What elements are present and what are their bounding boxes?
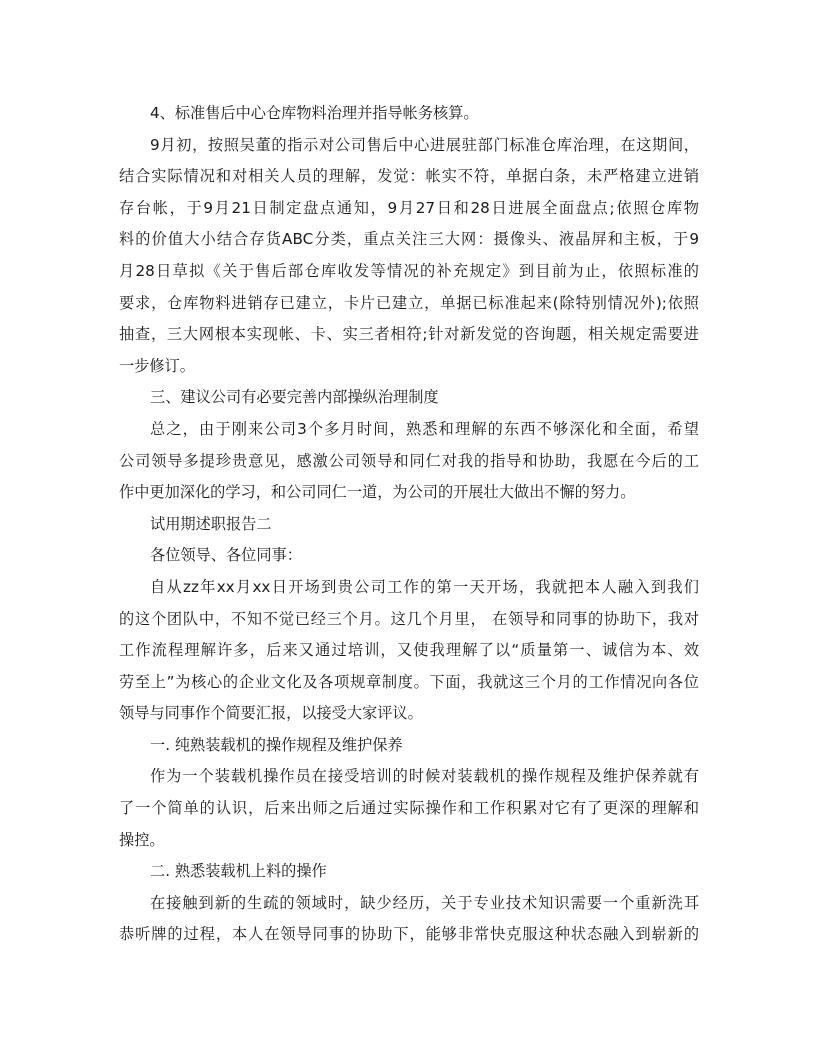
paragraph-line: 了一个简单的认识，后来出师之后通过实际操作和工作积累对它有了更深的理解和 — [119, 799, 699, 818]
paragraph-line: 工作流程理解许多，后来又通过培训，又使我理解了以“质量第一、诚信为本、效 — [119, 641, 699, 660]
section-heading: 三、建议公司有必要完善内部操纵治理制度 — [150, 388, 439, 407]
paragraph-line: 要求，仓库物料进销存已建立，卡片已建立，单据已标准起来(除特别情况外);依照 — [119, 293, 699, 312]
section-heading: 二. 熟悉装载机上料的操作 — [150, 862, 327, 881]
report-title: 试用期述职报告二 — [150, 514, 272, 533]
section-heading: 4、标准售后中心仓库物料治理并指导帐务核算。 — [150, 104, 479, 122]
document-page — [119, 98, 699, 951]
paragraph-line: 自从zz年xx月xx日开场到贵公司工作的第一天开场，我就把本人融入到我们 — [150, 577, 699, 596]
paragraph-line: 月28日草拟《关于售后部仓库收发等情况的补充规定》到目前为止，依照标准的 — [119, 261, 699, 280]
paragraph-line: 总之，由于刚来公司3个多月时间，熟悉和理解的东西不够深化和全面，希望 — [150, 419, 699, 438]
paragraph-line: 结合实际情况和对相关人员的理解，发觉：帐实不符，单据白条，未严格建立进销 — [119, 167, 699, 186]
paragraph-line: 作中更加深化的学习，和公司同仁一道，为公司的开展壮大做出不懈的努力。 — [119, 483, 636, 502]
paragraph-line: 抽查，三大网根本实现帐、卡、实三者相符;针对新发觉的咨询题，相关规定需要进 — [119, 325, 699, 344]
paragraph-line: 劳至上”为核心的企业文化及各项规章制度。下面，我就这三个月的工作情况向各位 — [119, 672, 699, 691]
salutation: 各位领导、各位同事： — [150, 546, 302, 565]
paragraph-line: 领导与同事作个简要汇报，以接受大家评议。 — [119, 704, 423, 723]
paragraph-line: 一步修订。 — [119, 356, 195, 375]
paragraph-line: 恭听牌的过程，本人在领导同事的协助下，能够非常快克服这种状态融入到崭新的 — [119, 925, 699, 944]
paragraph-line: 9月初，按照吴董的指示对公司售后中心进展驻部门标准仓库治理，在这期间， — [150, 135, 699, 154]
paragraph-line: 操控。 — [119, 830, 165, 849]
paragraph-line: 作为一个装载机操作员在接受培训的时候对装载机的操作规程及维护保养就有 — [150, 767, 699, 786]
paragraph-line: 在接触到新的生疏的领域时，缺少经历，关于专业技术知识需要一个重新洗耳 — [150, 893, 699, 912]
paragraph-line: 公司领导多提珍贵意见，感激公司领导和同仁对我的指导和协助，我愿在今后的工 — [119, 451, 699, 470]
paragraph-line: 料的价值大小结合存货ABC分类，重点关注三大网：摄像头、液晶屏和主板，于9 — [119, 230, 699, 249]
section-heading: 一. 纯熟装载机的操作规程及维护保养 — [150, 735, 403, 754]
paragraph-line: 的这个团队中，不知不觉已经三个月。这几个月里， 在领导和同事的协助下，我对 — [119, 609, 699, 628]
paragraph-line: 存台帐，于9月21日制定盘点通知，9月27日和28日进展全面盘点;依照仓库物 — [119, 198, 699, 217]
